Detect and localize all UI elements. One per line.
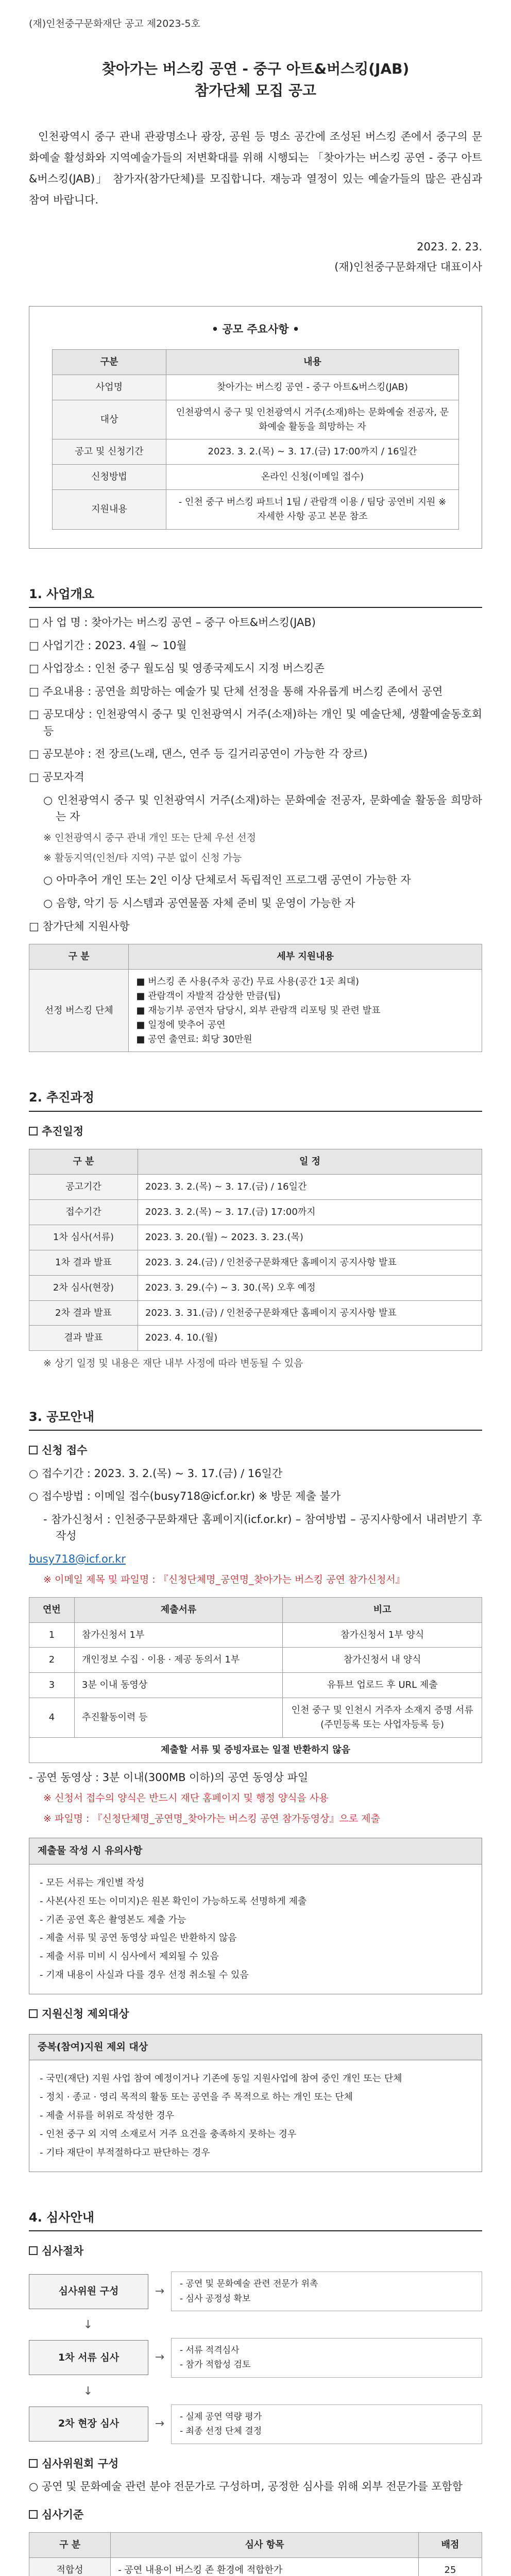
overview-item: □ 사업기간 : 2023. 4월 ~ 10월 (29, 639, 187, 652)
announcement-date: 2023. 2. 23. (417, 241, 482, 253)
docs-col-doc: 제출서류 (74, 1597, 282, 1622)
table-row (29, 1250, 482, 1275)
caution-line: - 모든 서류는 개인별 작성 (40, 1877, 145, 1888)
flow-row (29, 2272, 482, 2311)
summary-content: 찾아가는 버스킹 공연 - 중구 아트&버스킹(JAB) (166, 375, 458, 400)
section-application (29, 1408, 482, 2172)
summary-item: 공고 및 신청기간 (53, 439, 166, 465)
exclude-line: - 제출 서류를 허위로 작성한 경우 (40, 2110, 175, 2121)
table-row (53, 375, 459, 400)
qualification-item: ○ 인천광역시 중구 및 인천광역시 거주(소재)하는 문화예술 전공자, 문화예술 활동을 희망하는 자 (43, 793, 482, 823)
qualification-item: ○ 음향, 악기 등 시스템과 공연물품 자체 준비 및 운영이 가능한 자 (43, 897, 355, 910)
subsection-title (29, 1442, 482, 1459)
criteria-col-content: 심사 항목 (111, 2533, 419, 2558)
subsection-title-text: 심사기준 (42, 2508, 84, 2521)
table-row (29, 970, 482, 1052)
summary-content: - 인천 중구 버스킹 파트너 1팀 / 관람객 이용 / 팀당 공연비 지원 ※ 자세한 사항 공고 본문 참조 (166, 490, 458, 530)
schedule-item: 1차 결과 발표 (29, 1250, 138, 1275)
subsection-title-text: 심사절차 (42, 2244, 84, 2257)
schedule-item: 결과 발표 (29, 1326, 138, 1351)
schedule-date: 2023. 3. 2.(목) ~ 3. 17.(금) 17:00까지 (138, 1199, 482, 1225)
schedule-item: 1차 심사(서류) (29, 1225, 138, 1250)
application-item: - 참가신청서 : 인천중구문화재단 홈페이지(icf.or.kr) – 참여방법 – 공지사항에서 내려받기 후 작성 (43, 1513, 482, 1543)
subsection-title-text: 심사위원회 구성 (42, 2457, 119, 2470)
docs-footer: 제출할 서류 및 증빙자료는 일절 반환하지 않음 (29, 1738, 482, 1763)
support-row-label: 선정 버스킹 단체 (29, 970, 129, 1052)
support-content-item: ■ 관람객이 자발적 감상한 만큼(팁) (136, 990, 281, 1002)
documents-table (29, 1597, 482, 1763)
doc-name: 개인정보 수집 · 이용 · 제공 동의서 1부 (74, 1648, 282, 1673)
flow-desc-line: - 심사 공정성 확보 (180, 2293, 251, 2304)
caution-line: - 기재 내용이 사실과 다를 경우 선정 취소될 수 있음 (40, 1970, 249, 1981)
doc-no: 4 (29, 1698, 75, 1738)
caution-line: - 사본(사진 또는 이미지)은 원본 확인이 가능하도록 선명하게 제출 (40, 1895, 307, 1907)
schedule-date: 2023. 3. 24.(금) / 인천중구문화재단 홈페이지 공지사항 발표 (138, 1250, 482, 1275)
overview-item: □ 사 업 명 : 찾아가는 버스킹 공연 – 중구 아트&버스킹(JAB) (29, 616, 316, 629)
exclude-line: - 정치 · 종교 · 영리 목적의 활동 또는 공연을 주 목적으로 하는 개인 또는 단체 (40, 2091, 353, 2103)
table-row (53, 439, 459, 465)
title-line-1: 찾아가는 버스킹 공연 - 중구 아트&버스킹(JAB) (101, 60, 410, 78)
schedule-date: 2023. 3. 29.(수) ~ 3. 30.(목) 오후 예정 (138, 1275, 482, 1300)
section-schedule (29, 1088, 482, 1371)
exclude-box (29, 2034, 482, 2172)
overview-item: □ 공모분야 : 전 장르(노래, 댄스, 연주 등 길거리공연이 가능한 각 장르) (29, 748, 368, 760)
table-row (29, 1698, 482, 1738)
flow-desc (171, 2404, 482, 2444)
support-content-item: ■ 공연 출연료: 회당 30만원 (136, 1033, 252, 1045)
table-row (29, 1175, 482, 1200)
support-table (29, 944, 482, 1052)
table-row (29, 1648, 482, 1673)
schedule-date: 2023. 3. 2.(목) ~ 3. 17.(금) / 16일간 (138, 1175, 482, 1200)
summary-item: 지원내용 (53, 490, 166, 530)
schedule-date: 2023. 3. 20.(월) ~ 2023. 3. 23.(목) (138, 1225, 482, 1250)
summary-content: 2023. 3. 2.(목) ~ 3. 17.(금) 17:00까지 / 16일간 (166, 439, 458, 465)
criteria-col-item: 구 분 (29, 2533, 111, 2558)
arrow-right-icon: → (155, 2284, 165, 2298)
exclude-line: - 기타 재단이 부적절하다고 판단하는 경우 (40, 2147, 210, 2158)
schedule-col-item: 구 분 (29, 1149, 138, 1175)
flow-step: 심사위원 구성 (29, 2274, 148, 2309)
qualification-note: ※ 인천광역시 중구 관내 개인 또는 단체 우선 선정 (43, 832, 256, 843)
table-row (53, 490, 459, 530)
email-subject-note: ※ 이메일 제목 및 파일명 : 『신청단체명_공연명_찾아가는 버스킹 공연 참가신청서』 (43, 1574, 405, 1586)
page-title (29, 58, 482, 101)
summary-col-item: 구분 (53, 349, 166, 375)
video-note: ※ 신청서 접수의 양식은 반드시 재단 홈페이지 및 행정 양식을 사용 (43, 1792, 329, 1804)
flow-desc-line: - 실제 공연 역량 평가 (180, 2411, 262, 2422)
summary-item: 신청방법 (53, 465, 166, 490)
subsection-title-text: 신청 접수 (42, 1444, 88, 1456)
application-item: ○ 접수방법 : 이메일 접수(busy718@icf.or.kr) ※ 방문 제출 불가 (29, 1490, 341, 1503)
doc-name: 추진활동이력 등 (74, 1698, 282, 1738)
table-row (29, 1326, 482, 1351)
section-overview (29, 585, 482, 1053)
flow-desc (171, 2272, 482, 2311)
video-note: - 공연 동영상 : 3분 이내(300MB 이하)의 공연 동영상 파일 (29, 1771, 309, 1784)
support-col-item: 구 분 (29, 944, 129, 970)
doc-no: 1 (29, 1622, 75, 1648)
overview-item: □ 주요내용 : 공연을 희망하는 예술가 및 단체 선정을 통해 자유롭게 버스킹 존에서 공연 (29, 685, 443, 698)
arrow-down-icon: ↓ (83, 2318, 93, 2331)
title-line-2: 참가단체 모집 공고 (195, 82, 316, 99)
section-review (29, 2208, 482, 2576)
flow-row (29, 2338, 482, 2378)
criteria-col-score: 배점 (418, 2533, 482, 2558)
support-col-content: 세부 지원내용 (129, 944, 482, 970)
video-note: ※ 파일명 : 『신청단체명_공연명_찾아가는 버스킹 공연 참가동영상』으로 제출 (43, 1812, 380, 1824)
schedule-item: 2차 심사(현장) (29, 1275, 138, 1300)
schedule-col-content: 일 정 (138, 1149, 482, 1175)
flow-desc-line: - 공연 및 문화예술 관련 전문가 위촉 (180, 2279, 318, 2290)
table-row (29, 1199, 482, 1225)
arrow-right-icon: → (155, 2351, 165, 2364)
committee-text: ○ 공연 및 문화예술 관련 분야 전문가로 구성하며, 공정한 심사를 위해 외부 전문가를 포함함 (29, 2480, 463, 2493)
qualification-note: ※ 활동지역(인천/타 지역) 구분 없이 신청 가능 (43, 852, 242, 864)
flow-desc-line: - 서류 적격심사 (180, 2345, 240, 2356)
doc-note: 참가신청서 1부 양식 (283, 1622, 482, 1648)
support-title: □ 참가단체 지원사항 (29, 920, 130, 933)
overview-item: □ 공모대상 : 인천광역시 중구 및 인천광역시 거주(소재)하는 개인 및 예술단체, 생활예술동호회 등 (29, 708, 482, 737)
table-row (29, 2558, 482, 2576)
schedule-item: 접수기간 (29, 1199, 138, 1225)
caution-line: - 기존 공연 혹은 촬영본도 제출 가능 (40, 1914, 186, 1925)
caution-box (29, 1838, 482, 1994)
docs-col-note: 비고 (283, 1597, 482, 1622)
subsection-title (29, 2506, 482, 2523)
criteria-table (29, 2532, 482, 2576)
summary-item: 사업명 (53, 375, 166, 400)
table-row (29, 1300, 482, 1326)
intro-paragraph: 인천광역시 중구 관내 관광명소나 광장, 공원 등 명소 공간에 조성된 버스킹 존에서 중구의 문화예술 활성화와 지역예술가들의 저변확대를 위해 시행되는 「찾아가는 버스킹 공연 - 중구 아트&버스킹(JAB)」 참가자(참가단체)를 모집합니다. 재능과 열정이 있는 예술가들의 많은 관심과 참여 바랍니다. (29, 130, 482, 207)
summary-title: • 공모 주요사항 • (211, 323, 300, 336)
support-content-item: ■ 재능기부 공연자 담당시, 외부 관람객 리포팅 및 관련 발표 (136, 1005, 381, 1016)
schedule-date: 2023. 4. 10.(월) (138, 1326, 482, 1351)
overview-item: □ 공모자격 (29, 770, 84, 783)
support-contents (129, 970, 482, 1052)
flow-desc-line: - 참가 적합성 검토 (180, 2360, 251, 2370)
schedule-note: ※ 상기 일정 및 내용은 재단 내부 사정에 따라 변동될 수 있음 (43, 1358, 303, 1369)
flow-step: 2차 현장 심사 (29, 2406, 148, 2442)
summary-content: 온라인 신청(이메일 접수) (166, 465, 458, 490)
table-row (29, 1673, 482, 1698)
table-row (53, 465, 459, 490)
subsection-title-text: 추진일정 (42, 1125, 84, 1138)
application-item: ○ 접수기간 : 2023. 3. 2.(목) ~ 3. 17.(금) / 16일간 (29, 1467, 283, 1480)
doc-note: 유튜브 업로드 후 URL 제출 (283, 1673, 482, 1698)
doc-no: 2 (29, 1648, 75, 1673)
doc-no: 3 (29, 1673, 75, 1698)
doc-name: 참가신청서 1부 (74, 1622, 282, 1648)
summary-table (52, 349, 459, 530)
section-title: 4. 심사안내 (29, 2208, 482, 2231)
caution-line: - 제출 서류 미비 시 심사에서 제외될 수 있음 (40, 1951, 219, 1962)
qualification-item: ○ 아마추어 개인 또는 2인 이상 단체로서 독립적인 프로그램 공연이 가능한 자 (43, 874, 411, 887)
subsection-title (29, 1123, 482, 1140)
flow-step: 1차 서류 심사 (29, 2340, 148, 2375)
subsection-title (29, 2243, 482, 2260)
table-row (53, 400, 459, 439)
overview-item: □ 사업장소 : 인천 중구 월도심 및 영종국제도시 지정 버스킹존 (29, 662, 325, 675)
criteria-score: 25 (418, 2558, 482, 2576)
section-title: 1. 사업개요 (29, 585, 482, 608)
docs-col-no: 연번 (29, 1597, 75, 1622)
exclude-title: 중복(참여)지원 제외 대상 (29, 2035, 482, 2060)
schedule-item: 2차 결과 발표 (29, 1300, 138, 1326)
flow-row (29, 2404, 482, 2444)
support-content-item: ■ 버스킹 존 사용(주차 공간) 무료 사용(공간 1곳 최대) (136, 976, 360, 988)
announcement-issuer: (재)인천중구문화재단 대표이사 (334, 260, 482, 273)
doc-note: 참가신청서 내 양식 (283, 1648, 482, 1673)
arrow-down-icon: ↓ (83, 2384, 93, 2398)
flow-desc-line: - 최종 선정 단체 결정 (180, 2426, 262, 2437)
table-row (29, 1225, 482, 1250)
announcement-number: (재)인천중구문화재단 공고 제2023-5호 (29, 18, 200, 29)
table-row (29, 1738, 482, 1763)
criteria-item: 적합성 (29, 2558, 111, 2576)
subsection-title (29, 2455, 482, 2472)
summary-item: 대상 (53, 400, 166, 439)
subsection-title-text: 지원신청 제외대상 (42, 2008, 129, 2021)
email-link[interactable]: busy718@icf.or.kr (29, 1552, 126, 1565)
subsection-title (29, 2006, 482, 2023)
schedule-table (29, 1149, 482, 1351)
arrow-right-icon: → (155, 2417, 165, 2431)
support-content-item: ■ 일정에 맞추어 공연 (136, 1019, 226, 1030)
review-flow (29, 2272, 482, 2444)
criteria-content: - 공연 내용이 버스킹 존 환경에 적합한가 (111, 2558, 419, 2576)
summary-content: 인천광역시 중구 및 인천광역시 거주(소재)하는 문화예술 전공자, 문화예술 활동을 희망하는 자 (166, 400, 458, 439)
exclude-line: - 인천 중구 외 지역 소재로서 거주 요건을 충족하지 못하는 경우 (40, 2128, 297, 2140)
summary-col-content: 내용 (166, 349, 458, 375)
caution-line: - 제출 서류 및 공연 동영상 파일은 반환하지 않음 (40, 1933, 237, 1944)
section-title: 2. 추진과정 (29, 1088, 482, 1111)
flow-desc (171, 2338, 482, 2378)
schedule-item: 공고기간 (29, 1175, 138, 1200)
doc-note: 인천 중구 및 인천시 거주자 소재지 증명 서류 (주민등록 또는 사업자등록 등) (283, 1698, 482, 1738)
summary-box (29, 306, 482, 549)
table-row (29, 1275, 482, 1300)
caution-title: 제출물 작성 시 유의사항 (29, 1838, 482, 1864)
exclude-line: - 국민(재단) 지원 사업 참여 예정이거나 기존에 동일 지원사업에 참여 중인 개인 또는 단체 (40, 2073, 402, 2084)
table-row (29, 1622, 482, 1648)
doc-name: 3분 이내 동영상 (74, 1673, 282, 1698)
section-title: 3. 공모안내 (29, 1408, 482, 1431)
schedule-date: 2023. 3. 31.(금) / 인천중구문화재단 홈페이지 공지사항 발표 (138, 1300, 482, 1326)
